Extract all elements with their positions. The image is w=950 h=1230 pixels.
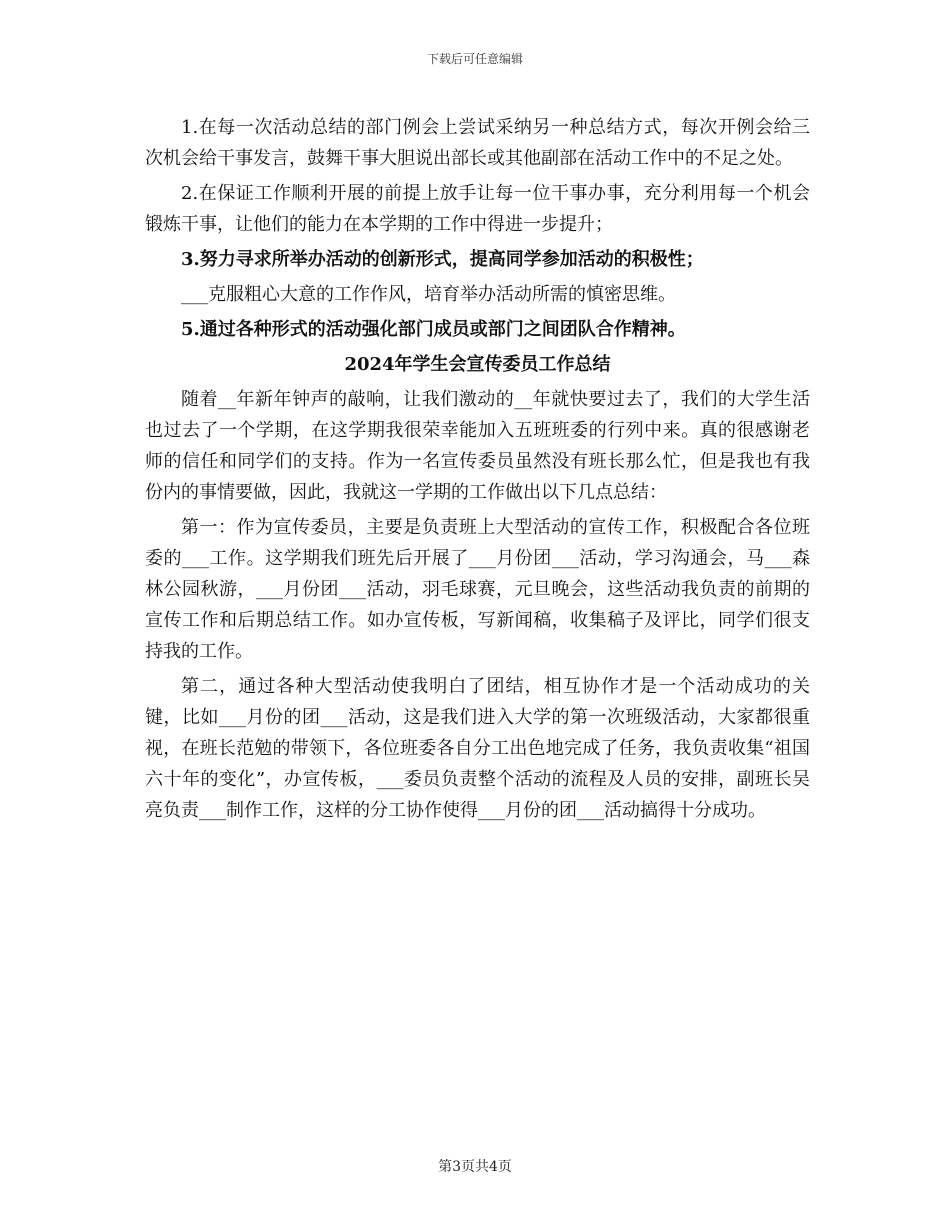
section-title: 2024年学生会宣传委员工作总结: [344, 354, 611, 375]
page-header: 下载后可任意编辑: [426, 52, 523, 66]
paragraph-8: 第二，通过各种大型活动使我明白了团结，相互协作才是一个活动成功的关键，比如___月份的团___活动，这是我们进入大学的第一次班级活动，大家都很重视，在班长范勉的带领下，各位班委各自分工出色地完成了任务，我负责收集“祖国六十年的变化”，办宣传板，___委员负责整个活动的流程及人员的安排，副班长吴亮负责___制作工作，这样的分工协作使得___月份的团___活动搞得十分成功。: [145, 676, 810, 821]
page-footer: 第3页共4页: [438, 1159, 512, 1175]
document-body: [145, 112, 810, 830]
paragraph-5: 5.通过各种形式的活动强化部门成员或部门之间团队合作精神。: [181, 319, 686, 340]
paragraph-6: 随着__年新年钟声的敲响，让我们激动的__年就快要过去了，我们的大学生活也过去了一个学期，在这学期我很荣幸能加入五班班委的行列中来。真的很感谢老师的信任和同学们的支持。作为一名宣传委员虽然没有班长那么忙，但是我也有我份内的事情要做，因此，我就这一学期的工作做出以下几点总结：: [145, 389, 810, 503]
paragraph-7: 第一：作为宣传委员，主要是负责班上大型活动的宣传工作，积极配合各位班委的___工作。这学期我们班先后开展了___月份团___活动，学习沟通会，马___森林公园秋游，___月份团___活动，羽毛球赛，元旦晚会，这些活动我负责的前期的宣传工作和后期总结工作。如办宣传板，写新闻稿，收集稿子及评比，同学们很支持我的工作。: [145, 517, 810, 662]
paragraph-2: 2.在保证工作顺利开展的前提上放手让每一位干事办事，充分利用每一个机会锻炼干事，让他们的能力在本学期的工作中得进一步提升；: [145, 183, 810, 235]
paragraph-4: ___克服粗心大意的工作作风，培育举办活动所需的慎密思维。: [181, 284, 676, 305]
paragraph-1: 1.在每一次活动总结的部门例会上尝试采纳另一种总结方式，每次开例会给三次机会给干事发言，鼓舞干事大胆说出部长或其他副部在活动工作中的不足之处。: [145, 117, 810, 169]
paragraph-3: 3.努力寻求所举办活动的创新形式，提高同学参加活动的积极性；: [181, 249, 704, 270]
